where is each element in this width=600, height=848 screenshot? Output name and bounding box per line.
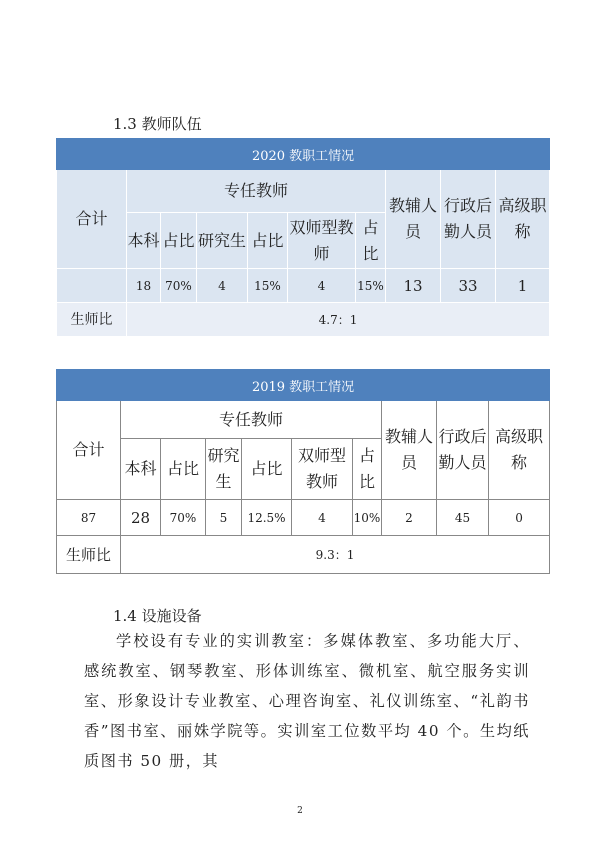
table-cell: 10% bbox=[353, 500, 382, 536]
section-heading-facilities: 1.4 设施设备 bbox=[113, 607, 202, 625]
fulltime-teachers-header: 专任教师 bbox=[127, 170, 386, 213]
ratio-value: 9.3：1 bbox=[121, 536, 550, 574]
table-cell: 13 bbox=[386, 269, 441, 303]
col-header: 占比 bbox=[161, 213, 197, 269]
table-cell: 70% bbox=[161, 500, 206, 536]
total-header: 合计 bbox=[57, 170, 127, 269]
staff-table-2020 bbox=[56, 138, 550, 337]
table-cell: 18 bbox=[127, 269, 161, 303]
col-header: 双师型教师 bbox=[292, 439, 353, 500]
total-header: 合计 bbox=[57, 401, 121, 500]
table-cell: 2 bbox=[382, 500, 437, 536]
col-header: 双师型教师 bbox=[288, 213, 356, 269]
table-cell: 45 bbox=[437, 500, 489, 536]
ratio-label: 生师比 bbox=[57, 303, 127, 337]
ratio-value: 4.7：1 bbox=[127, 303, 550, 337]
paragraph-text: 学校设有专业的实训教室：多媒体教室、多功能大厅、感统教室、钢琴教室、形体训练室、微机室、航空服务实训室、形象设计专业教室、心理咨询室、礼仪训练室、“礼韵书香”图书室、丽姝学院等。实训室工位数平均 40 个。生均纸质图书 50 册，其 bbox=[84, 632, 530, 770]
senior-title-header: 高级职称 bbox=[489, 401, 550, 500]
col-header: 研究生 bbox=[206, 439, 242, 500]
page-number: 2 bbox=[297, 806, 303, 816]
col-header: 占比 bbox=[356, 213, 386, 269]
table-cell: 5 bbox=[206, 500, 242, 536]
col-header: 本科 bbox=[121, 439, 161, 500]
table-cell: 0 bbox=[489, 500, 550, 536]
senior-title-header: 高级职称 bbox=[496, 170, 550, 269]
table-cell: 1 bbox=[496, 269, 550, 303]
table-cell: 4 bbox=[292, 500, 353, 536]
table-title: 2020 教职工情况 bbox=[57, 139, 550, 170]
ratio-label: 生师比 bbox=[57, 536, 121, 574]
table-title: 2019 教职工情况 bbox=[57, 370, 550, 401]
col-header: 占比 bbox=[161, 439, 206, 500]
col-header: 占比 bbox=[248, 213, 288, 269]
table-cell: 4 bbox=[288, 269, 356, 303]
table-cell bbox=[57, 269, 127, 303]
table-cell: 33 bbox=[441, 269, 496, 303]
col-header: 研究生 bbox=[197, 213, 248, 269]
admin-staff-header: 行政后勤人员 bbox=[437, 401, 489, 500]
table-cell: 15% bbox=[356, 269, 386, 303]
col-header: 占比 bbox=[242, 439, 292, 500]
aux-staff-header: 教辅人员 bbox=[382, 401, 437, 500]
table-cell: 15% bbox=[248, 269, 288, 303]
table-cell: 87 bbox=[57, 500, 121, 536]
table-cell: 70% bbox=[161, 269, 197, 303]
table-cell: 12.5% bbox=[242, 500, 292, 536]
facilities-paragraph bbox=[84, 626, 530, 776]
staff-table-2019 bbox=[56, 369, 550, 574]
aux-staff-header: 教辅人员 bbox=[386, 170, 441, 269]
table-cell: 4 bbox=[197, 269, 248, 303]
table-cell: 28 bbox=[121, 500, 161, 536]
section-heading-teachers: 1.3 教师队伍 bbox=[113, 115, 202, 133]
admin-staff-header: 行政后勤人员 bbox=[441, 170, 496, 269]
col-header: 本科 bbox=[127, 213, 161, 269]
fulltime-teachers-header: 专任教师 bbox=[121, 401, 382, 439]
col-header: 占比 bbox=[353, 439, 382, 500]
